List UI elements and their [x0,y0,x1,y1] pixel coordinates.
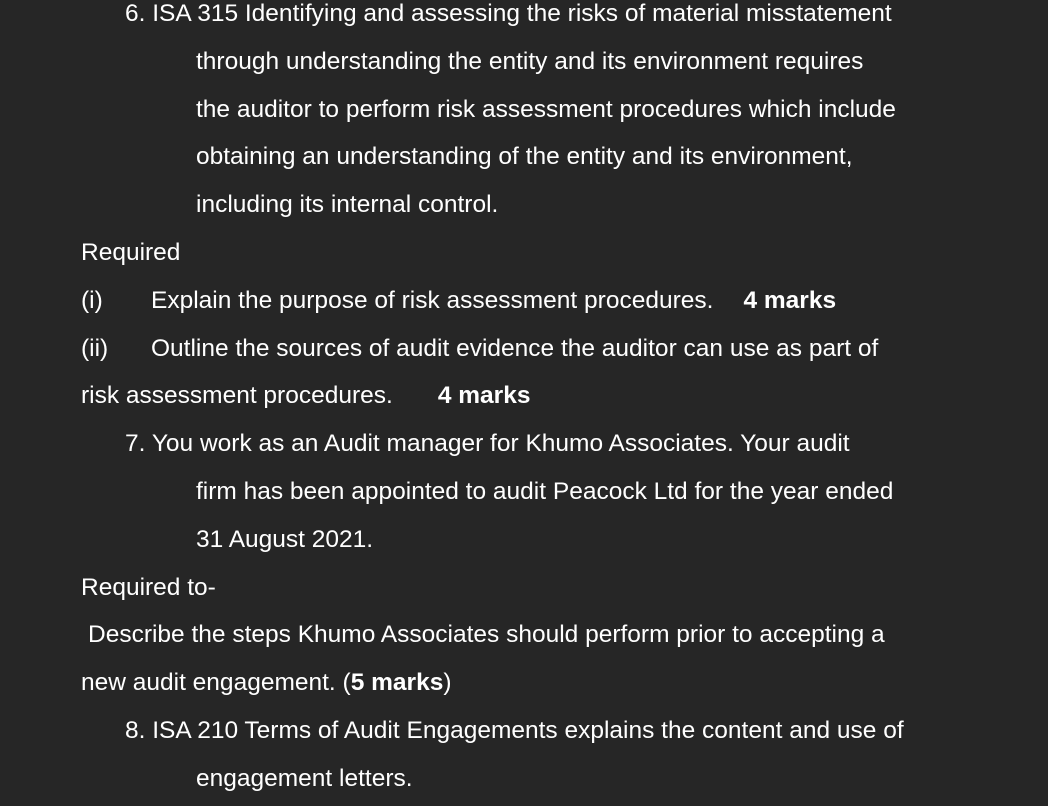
question-7-text-line-2: firm has been appointed to audit Peacock Ltd for the year ended [196,478,894,505]
question-8-text-line-2: engagement letters. [196,765,413,792]
question-6-text-line-2: through understanding the entity and its environment requires [196,48,864,75]
question-7-number: 7. [125,430,146,457]
question-6-required-label: Required [81,239,181,266]
question-6-part-i-text: Explain the purpose of risk assessment procedures. [151,287,714,314]
question-6-part-i-marks: 4 marks [743,287,837,314]
question-8-number: 8. [125,717,146,744]
question-7-line-1 [125,429,850,459]
question-6-part-ii-text-line-1: Outline the sources of audit evidence the auditor can use as part of [151,335,879,362]
question-8-line-1 [125,716,904,746]
question-7-text-line-1: You work as an Audit manager for Khumo Associates. Your audit [151,430,850,457]
question-6-part-ii-numeral: (ii) [81,335,109,362]
question-7-task-text-line-2: new audit engagement. [81,669,336,696]
question-7-marks-close: ) [443,669,452,696]
question-6-text-line-1: ISA 315 Identifying and assessing the risks of material misstatement [152,0,892,27]
question-7-text-line-3: 31 August 2021. [196,526,374,553]
question-6-part-ii-line-2 [81,381,530,411]
question-6-part-ii-text-line-2: risk assessment procedures. [81,382,393,409]
question-6-part-ii-marks: 4 marks [437,382,531,409]
question-7-required-label: Required to- [81,574,216,601]
question-7-marks: 5 marks [350,669,444,696]
question-7-task-line-2 [81,668,452,698]
question-8-text-line-1: ISA 210 Terms of Audit Engagements explains the content and use of [152,717,904,744]
question-6-text-line-4: obtaining an understanding of the entity and its environment, [196,143,853,170]
question-6-text-line-3: the auditor to perform risk assessment procedures which include [196,96,896,123]
question-6-number: 6. [125,0,146,27]
question-6-line-1 [125,0,892,29]
question-6-part-i [151,286,836,316]
question-6-text-line-5: including its internal control. [196,191,499,218]
question-7-marks-open: ( [342,669,351,696]
question-7-task-line-1: Describe the steps Khumo Associates should perform prior to accepting a [88,621,885,648]
question-6-part-i-numeral: (i) [81,287,103,314]
